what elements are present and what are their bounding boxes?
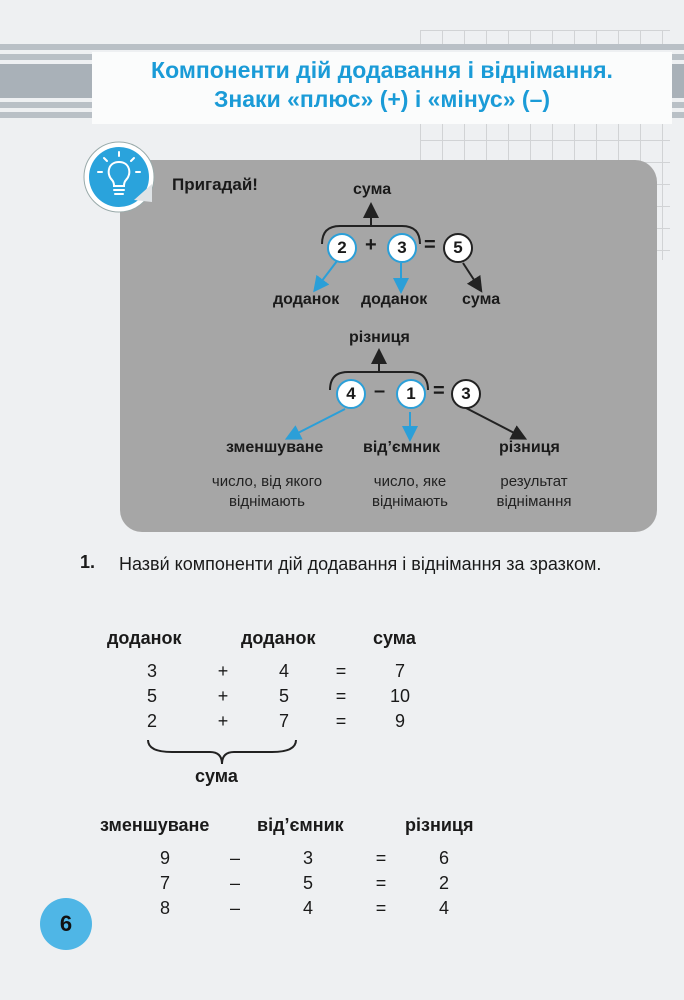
addition-label-b: доданок	[361, 291, 428, 308]
subtrahend-description: число, яке віднімають	[372, 473, 448, 510]
cell: =	[375, 848, 387, 868]
cell: 9	[394, 711, 405, 731]
cell: =	[335, 711, 347, 731]
exercise-text: Назви́ компоненти дій додавання і віднімання за зразком.	[119, 554, 602, 574]
cell: 9	[159, 848, 170, 868]
cell: 7	[159, 873, 170, 893]
cell: =	[375, 898, 387, 918]
subtraction-operator: –	[374, 380, 386, 402]
cell: 2	[438, 873, 449, 893]
subtraction-top-label: різниця	[349, 329, 410, 346]
cell: –	[229, 873, 240, 893]
cell: 5	[146, 686, 157, 706]
subtraction-label-result: різниця	[499, 439, 560, 456]
sum-brace-label: сума	[195, 766, 238, 786]
cell: 2	[146, 711, 157, 731]
cell: 7	[394, 661, 405, 681]
subtraction-operand-a: 4	[336, 379, 366, 409]
subtraction-label-a: зменшуване	[226, 439, 324, 456]
addition-equals: =	[424, 234, 436, 256]
cell: =	[335, 661, 347, 681]
difference-arrow	[466, 408, 520, 436]
subtraction-header-1: зменшуване	[100, 815, 210, 835]
cell: 8	[159, 898, 170, 918]
addition-header-1: доданок	[107, 628, 182, 648]
cell: 6	[438, 848, 449, 868]
minuend-description: число, від якого віднімають	[211, 473, 323, 510]
addend-1-arrow	[318, 261, 337, 286]
page-number: 6	[40, 898, 92, 950]
difference-description: результат віднімання	[496, 473, 572, 510]
subtraction-equals: =	[433, 380, 445, 402]
cell: 3	[146, 661, 157, 681]
cell: +	[217, 711, 229, 731]
addition-top-label: сума	[353, 181, 392, 198]
addition-header-2: доданок	[241, 628, 316, 648]
cell: +	[217, 661, 229, 681]
cell: –	[229, 848, 240, 868]
addition-operator: +	[365, 234, 377, 256]
addition-label-a: доданок	[273, 291, 340, 308]
addition-header-3: сума	[373, 628, 416, 648]
cell: 4	[278, 661, 289, 681]
cell: =	[375, 873, 387, 893]
cell: 7	[278, 711, 289, 731]
remember-label: Пригадай!	[172, 175, 258, 194]
subtraction-result: 3	[451, 379, 481, 409]
addition-operand-b: 3	[387, 233, 417, 263]
sum-brace	[148, 740, 296, 764]
cell: 4	[302, 898, 313, 918]
cell: 4	[438, 898, 449, 918]
addition-result: 5	[443, 233, 473, 263]
minuend-arrow	[292, 409, 345, 436]
sum-arrow	[463, 263, 478, 286]
addition-label-result: сума	[462, 291, 501, 308]
subtraction-operand-b: 1	[396, 379, 426, 409]
title-line-2: Знаки «плюс» (+) і «мінус» (–)	[213, 86, 551, 112]
subtraction-label-b: від’ємник	[363, 439, 441, 456]
cell: 5	[278, 686, 289, 706]
cell: 5	[302, 873, 313, 893]
cell: =	[335, 686, 347, 706]
cell: 3	[302, 848, 313, 868]
cell: –	[229, 898, 240, 918]
cell: +	[217, 686, 229, 706]
title-line-1: Компоненти дій додавання і віднімання.	[151, 57, 613, 83]
subtraction-header-3: різниця	[405, 815, 474, 835]
exercise-number: 1.	[80, 552, 96, 572]
subtraction-header-2: від’ємник	[257, 815, 344, 835]
cell: 10	[389, 686, 411, 706]
addition-operand-a: 2	[327, 233, 357, 263]
